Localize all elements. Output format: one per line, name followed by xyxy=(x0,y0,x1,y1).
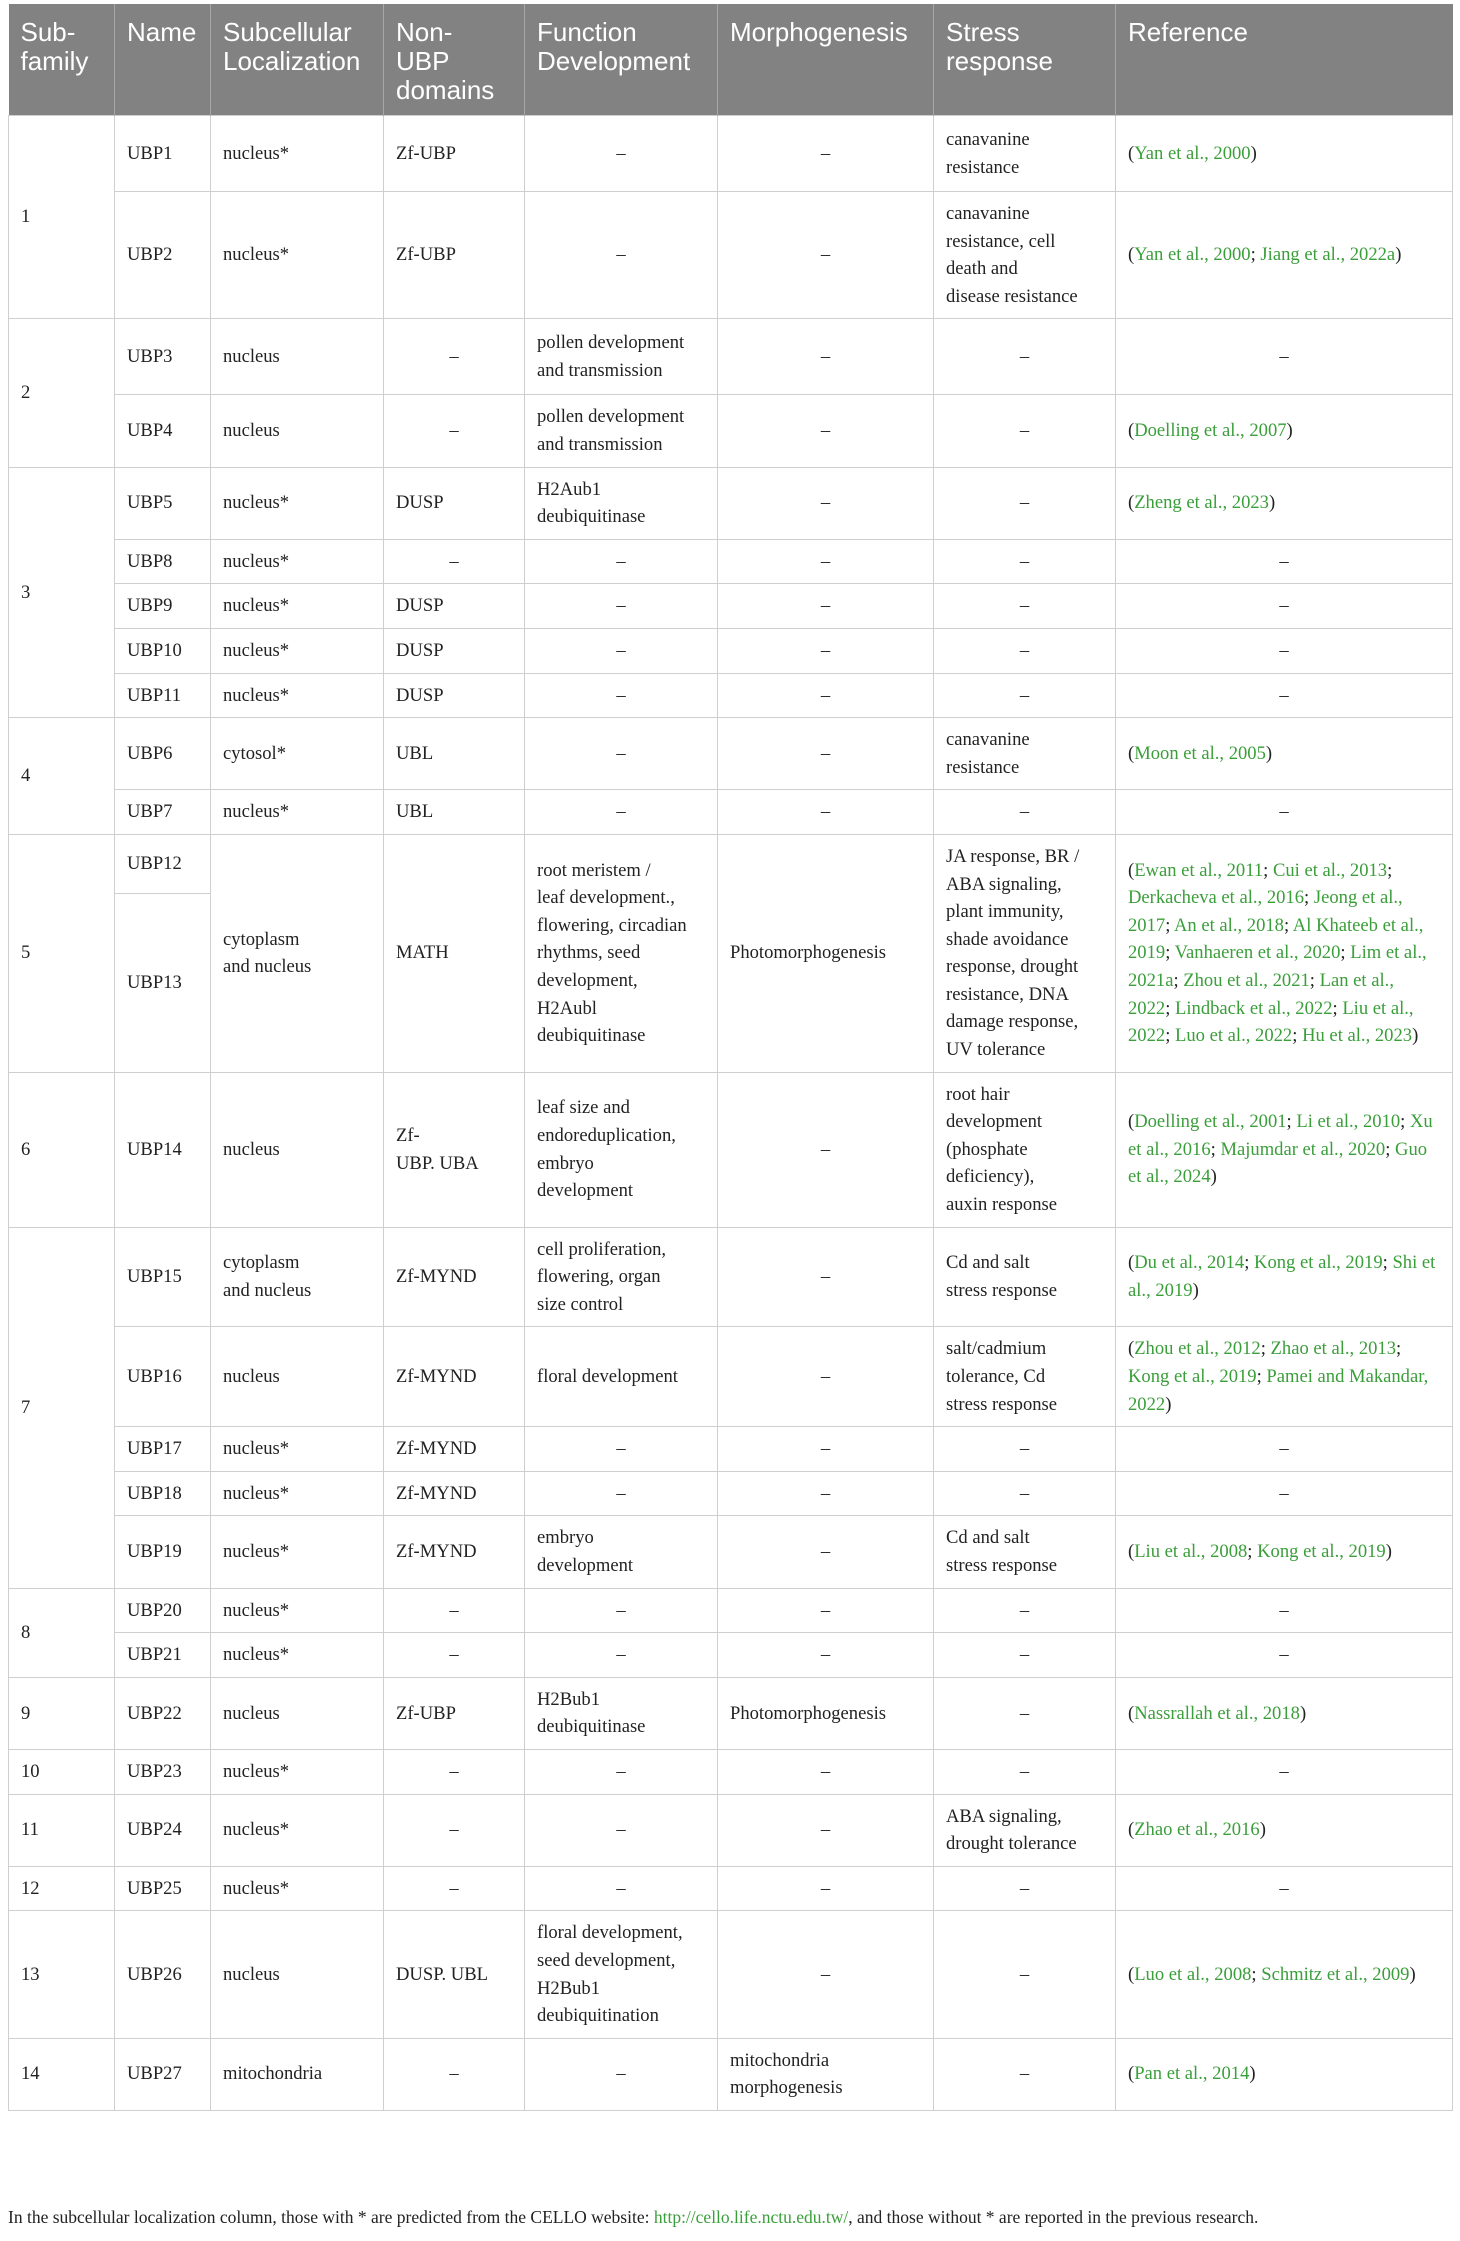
localization-cell: nucleus* xyxy=(211,584,384,629)
reference-link[interactable]: Kong et al., 2019 xyxy=(1254,1252,1383,1274)
stress-cell: – xyxy=(934,1588,1116,1633)
reference-cell: (Pan et al., 2014) xyxy=(1116,2038,1453,2110)
morphogenesis-cell: – xyxy=(718,192,934,319)
table-row xyxy=(9,1794,1453,1866)
header-name: Name xyxy=(115,4,211,116)
localization-cell: nucleus xyxy=(211,319,384,395)
morphogenesis-cell: – xyxy=(718,790,934,835)
stress-cell: – xyxy=(934,584,1116,629)
reference-cell: (Ewan et al., 2011; Cui et al., 2013; Derkacheva et al., 2016; Jeong et al., 2017; An et al., 2018; Al Khateeb et al., 2019; Vanhaeren et al., 2020; Lim et al., 2021a; Zhou et al., 2021; Lan et al., 2022; Lindback et al., 2022; Liu et al., 2022; Luo et al., 2022; Hu et al., 2023) xyxy=(1116,834,1453,1072)
table-row xyxy=(9,1633,1453,1678)
subfamily-cell: 3 xyxy=(9,467,115,718)
morphogenesis-cell: – xyxy=(718,467,934,539)
reference-link[interactable]: Doelling et al., 2001 xyxy=(1134,1111,1287,1133)
reference-link[interactable]: Shi et al., 2019 xyxy=(1128,1252,1436,1302)
reference-link[interactable]: Luo et al., 2022 xyxy=(1175,1025,1293,1047)
reference-link[interactable]: Liu et al., 2022 xyxy=(1128,997,1414,1047)
domains-cell: UBL xyxy=(384,718,525,790)
name-cell: UBP26 xyxy=(115,1911,211,2038)
localization-cell: nucleus xyxy=(211,1911,384,2038)
function-cell: – xyxy=(525,1633,718,1678)
subfamily-cell: 2 xyxy=(9,319,115,467)
localization-cell: nucleus* xyxy=(211,467,384,539)
header-subfamily: Sub- family xyxy=(9,4,115,116)
table-row xyxy=(9,539,1453,584)
morphogenesis-cell: – xyxy=(718,718,934,790)
morphogenesis-cell: – xyxy=(718,628,934,673)
morphogenesis-cell: – xyxy=(718,539,934,584)
localization-cell: nucleus xyxy=(211,1327,384,1427)
morphogenesis-cell: – xyxy=(718,1327,934,1427)
reference-cell: (Doelling et al., 2007) xyxy=(1116,395,1453,467)
subfamily-cell: 4 xyxy=(9,718,115,835)
reference-link[interactable]: Vanhaeren et al., 2020 xyxy=(1174,942,1341,964)
table-row xyxy=(9,1327,1453,1427)
name-cell: UBP19 xyxy=(115,1516,211,1588)
reference-link[interactable]: Kong et al., 2019 xyxy=(1128,1366,1257,1387)
table-row xyxy=(9,834,1453,893)
stress-cell: canavanine resistance xyxy=(934,718,1116,790)
domains-cell: DUSP. UBL xyxy=(384,1911,525,2038)
name-cell: UBP20 xyxy=(115,1588,211,1633)
localization-cell: nucleus* xyxy=(211,673,384,718)
function-cell: – xyxy=(525,539,718,584)
reference-link[interactable]: Cui et al., 2013 xyxy=(1272,859,1388,881)
stress-cell: – xyxy=(934,2038,1116,2110)
reference-link[interactable]: Jiang et al., 2022a xyxy=(1260,244,1396,266)
domains-cell: Zf-MYND xyxy=(384,1227,525,1327)
table-row xyxy=(9,467,1453,539)
domains-cell: – xyxy=(384,395,525,467)
morphogenesis-cell: – xyxy=(718,1633,934,1678)
reference-link[interactable]: Li et al., 2010 xyxy=(1296,1111,1401,1133)
localization-cell: nucleus* xyxy=(211,1427,384,1472)
domains-cell: Zf-UBP xyxy=(384,192,525,319)
domains-cell: MATH xyxy=(384,834,525,1072)
localization-cell: mitochondria xyxy=(211,2038,384,2110)
function-cell: embryo development xyxy=(525,1516,718,1588)
reference-cell: (Doelling et al., 2001; Li et al., 2010; Xu et al., 2016; Majumdar et al., 2020; Guo et al., 2024) xyxy=(1116,1072,1453,1227)
stress-cell: canavanine resistance xyxy=(934,116,1116,192)
morphogenesis-cell: mitochondria morphogenesis xyxy=(718,2038,934,2110)
stress-cell: – xyxy=(934,1911,1116,2038)
reference-link[interactable]: Majumdar et al., 2020 xyxy=(1220,1138,1386,1160)
reference-link[interactable]: Zhao et al., 2013 xyxy=(1270,1338,1397,1360)
reference-cell: (Zhou et al., 2012; Zhao et al., 2013; Kong et al., 2019; Pamei and Makandar, 2022) xyxy=(1116,1327,1453,1427)
reference-cell: – xyxy=(1116,1588,1453,1633)
name-cell: UBP22 xyxy=(115,1677,211,1749)
morphogenesis-cell: – xyxy=(718,395,934,467)
domains-cell: Zf- UBP. UBA xyxy=(384,1072,525,1227)
function-cell: cell proliferation, flowering, organ size control xyxy=(525,1227,718,1327)
localization-cell: nucleus* xyxy=(211,116,384,192)
reference-cell: (Nassrallah et al., 2018) xyxy=(1116,1677,1453,1749)
reference-cell: – xyxy=(1116,319,1453,395)
reference-cell: (Yan et al., 2000; Jiang et al., 2022a) xyxy=(1116,192,1453,319)
domains-cell: Zf-MYND xyxy=(384,1471,525,1516)
morphogenesis-cell: – xyxy=(718,1072,934,1227)
table-body xyxy=(9,116,1453,2111)
morphogenesis-cell: – xyxy=(718,1588,934,1633)
reference-link[interactable]: Zheng et al., 2023 xyxy=(1134,492,1269,514)
localization-cell: nucleus* xyxy=(211,1633,384,1678)
stress-cell: root hair development (phosphate deficiency), auxin response xyxy=(934,1072,1116,1227)
name-cell: UBP16 xyxy=(115,1327,211,1427)
name-cell: UBP24 xyxy=(115,1794,211,1866)
morphogenesis-cell: Photomorphogenesis xyxy=(718,1677,934,1749)
stress-cell: – xyxy=(934,673,1116,718)
localization-cell: cytosol* xyxy=(211,718,384,790)
stress-cell: ABA signaling, drought tolerance xyxy=(934,1794,1116,1866)
localization-cell: nucleus xyxy=(211,1677,384,1749)
subfamily-cell: 1 xyxy=(9,116,115,319)
footnote-text-after: , and those without * are reported in the previous research. xyxy=(848,2207,1259,2227)
domains-cell: – xyxy=(384,319,525,395)
stress-cell: – xyxy=(934,467,1116,539)
reference-link[interactable]: Moon et al., 2005 xyxy=(1134,742,1266,764)
name-cell: UBP21 xyxy=(115,1633,211,1678)
reference-link[interactable]: Du et al., 2014 xyxy=(1134,1252,1245,1274)
localization-cell: nucleus* xyxy=(211,790,384,835)
name-cell: UBP14 xyxy=(115,1072,211,1227)
table-row xyxy=(9,192,1453,319)
reference-cell: – xyxy=(1116,1471,1453,1516)
localization-cell: nucleus* xyxy=(211,1866,384,1911)
stress-cell: – xyxy=(934,1866,1116,1911)
table-row xyxy=(9,1866,1453,1911)
stress-cell: – xyxy=(934,790,1116,835)
table-row xyxy=(9,1427,1453,1472)
reference-link[interactable]: Luo et al., 2008 xyxy=(1134,1963,1252,1985)
table-row xyxy=(9,2038,1453,2110)
reference-cell: (Yan et al., 2000) xyxy=(1116,116,1453,192)
stress-cell: – xyxy=(934,395,1116,467)
reference-cell: (Liu et al., 2008; Kong et al., 2019) xyxy=(1116,1516,1453,1588)
reference-link[interactable]: Lan et al., 2022 xyxy=(1128,970,1394,1019)
reference-cell: – xyxy=(1116,790,1453,835)
name-cell: UBP8 xyxy=(115,539,211,584)
reference-link[interactable]: Zhou et al., 2021 xyxy=(1183,970,1310,992)
reference-link[interactable]: Jeong et al., 2017 xyxy=(1128,887,1403,936)
name-cell: UBP17 xyxy=(115,1427,211,1472)
domains-cell: – xyxy=(384,2038,525,2110)
function-cell: – xyxy=(525,192,718,319)
reference-link[interactable]: Nassrallah et al., 2018 xyxy=(1134,1702,1300,1724)
cello-link[interactable]: http://cello.life.nctu.edu.tw/ xyxy=(653,2207,849,2227)
table-row xyxy=(9,1911,1453,2038)
name-cell: UBP27 xyxy=(115,2038,211,2110)
domains-cell: – xyxy=(384,1794,525,1866)
function-cell: pollen development and transmission xyxy=(525,395,718,467)
domains-cell: Zf-MYND xyxy=(384,1516,525,1588)
header-reference: Reference xyxy=(1116,4,1453,116)
function-cell: – xyxy=(525,1749,718,1794)
table-container xyxy=(8,4,1452,2111)
stress-cell: – xyxy=(934,539,1116,584)
function-cell: H2Aub1 deubiquitinase xyxy=(525,467,718,539)
reference-cell: – xyxy=(1116,1633,1453,1678)
name-cell: UBP7 xyxy=(115,790,211,835)
footnote-text-before: In the subcellular localization column, those with * are predicted from the CELLO website: xyxy=(8,2207,654,2227)
table-row xyxy=(9,1749,1453,1794)
morphogenesis-cell: – xyxy=(718,1227,934,1327)
stress-cell: salt/cadmium tolerance, Cd stress response xyxy=(934,1327,1116,1427)
name-cell: UBP4 xyxy=(115,395,211,467)
stress-cell: canavanine resistance, cell death and disease resistance xyxy=(934,192,1116,319)
name-cell: UBP12 xyxy=(115,834,211,893)
function-cell: – xyxy=(525,790,718,835)
reference-link[interactable]: Doelling et al., 2007 xyxy=(1134,420,1287,442)
table-row xyxy=(9,1072,1453,1227)
reference-link[interactable]: Yan et al., 2000 xyxy=(1134,244,1251,266)
reference-cell: – xyxy=(1116,1427,1453,1472)
name-cell: UBP11 xyxy=(115,673,211,718)
domains-cell: DUSP xyxy=(384,673,525,718)
localization-cell: nucleus* xyxy=(211,1516,384,1588)
reference-cell: – xyxy=(1116,539,1453,584)
stress-cell: – xyxy=(934,1677,1116,1749)
subfamily-cell: 14 xyxy=(9,2038,115,2110)
morphogenesis-cell: – xyxy=(718,673,934,718)
stress-cell: – xyxy=(934,319,1116,395)
reference-link[interactable]: Schmitz et al., 2009 xyxy=(1261,1963,1410,1985)
table-row xyxy=(9,584,1453,629)
domains-cell: DUSP xyxy=(384,584,525,629)
localization-cell: cytoplasm and nucleus xyxy=(211,834,384,1072)
subfamily-cell: 5 xyxy=(9,834,115,1072)
subfamily-cell: 11 xyxy=(9,1794,115,1866)
name-cell: UBP9 xyxy=(115,584,211,629)
header-domains: Non- UBP domains xyxy=(384,4,525,116)
table-row xyxy=(9,319,1453,395)
reference-cell: (Moon et al., 2005) xyxy=(1116,718,1453,790)
localization-cell: nucleus xyxy=(211,395,384,467)
table-row xyxy=(9,718,1453,790)
ubp-table xyxy=(8,4,1453,2111)
reference-link[interactable]: Kong et al., 2019 xyxy=(1257,1541,1386,1563)
reference-cell: (Luo et al., 2008; Schmitz et al., 2009) xyxy=(1116,1911,1453,2038)
name-cell: UBP2 xyxy=(115,192,211,319)
morphogenesis-cell: – xyxy=(718,1471,934,1516)
domains-cell: DUSP xyxy=(384,467,525,539)
stress-cell: Cd and salt stress response xyxy=(934,1516,1116,1588)
name-cell: UBP3 xyxy=(115,319,211,395)
name-cell: UBP23 xyxy=(115,1749,211,1794)
reference-cell: – xyxy=(1116,584,1453,629)
stress-cell: – xyxy=(934,1749,1116,1794)
header-morphogenesis: Morphogenesis xyxy=(718,4,934,116)
localization-cell: nucleus xyxy=(211,1072,384,1227)
function-cell: floral development, seed development, H2Bub1 deubiquitination xyxy=(525,1911,718,2038)
header-localization: Subcellular Localization xyxy=(211,4,384,116)
morphogenesis-cell: – xyxy=(718,1911,934,2038)
function-cell: – xyxy=(525,628,718,673)
function-cell: H2Bub1 deubiquitinase xyxy=(525,1677,718,1749)
localization-cell: cytoplasm and nucleus xyxy=(211,1227,384,1327)
subfamily-cell: 12 xyxy=(9,1866,115,1911)
table-row xyxy=(9,116,1453,192)
table-row xyxy=(9,1677,1453,1749)
header-function: Function Development xyxy=(525,4,718,116)
reference-cell: – xyxy=(1116,1866,1453,1911)
localization-cell: nucleus* xyxy=(211,1588,384,1633)
reference-cell: (Zheng et al., 2023) xyxy=(1116,467,1453,539)
reference-link[interactable]: Lindback et al., 2022 xyxy=(1175,997,1333,1019)
reference-link[interactable]: Zhao et al., 2016 xyxy=(1134,1819,1260,1841)
morphogenesis-cell: – xyxy=(718,1749,934,1794)
domains-cell: – xyxy=(384,1633,525,1678)
domains-cell: Zf-UBP xyxy=(384,1677,525,1749)
table-row xyxy=(9,673,1453,718)
table-row xyxy=(9,1516,1453,1588)
function-cell: – xyxy=(525,718,718,790)
domains-cell: DUSP xyxy=(384,628,525,673)
reference-link[interactable]: Pamei and Makandar, 2022 xyxy=(1128,1366,1429,1415)
reference-link[interactable]: Xu et al., 2016 xyxy=(1128,1111,1433,1160)
reference-cell: (Du et al., 2014; Kong et al., 2019; Shi et al., 2019) xyxy=(1116,1227,1453,1327)
reference-link[interactable]: Al Khateeb et al., 2019 xyxy=(1128,914,1424,964)
subfamily-cell: 7 xyxy=(9,1227,115,1588)
localization-cell: nucleus* xyxy=(211,539,384,584)
function-cell: – xyxy=(525,584,718,629)
subfamily-cell: 6 xyxy=(9,1072,115,1227)
header-stress: Stress response xyxy=(934,4,1116,116)
localization-cell: nucleus* xyxy=(211,1794,384,1866)
morphogenesis-cell: – xyxy=(718,116,934,192)
function-cell: leaf size and endoreduplication, embryo development xyxy=(525,1072,718,1227)
table-row xyxy=(9,628,1453,673)
stress-cell: – xyxy=(934,628,1116,673)
reference-cell: – xyxy=(1116,628,1453,673)
table-row xyxy=(9,790,1453,835)
morphogenesis-cell: Photomorphogenesis xyxy=(718,834,934,1072)
morphogenesis-cell: – xyxy=(718,1866,934,1911)
function-cell: – xyxy=(525,1471,718,1516)
reference-link[interactable]: Derkacheva et al., 2016 xyxy=(1128,887,1305,909)
reference-link[interactable]: Guo et al., 2024 xyxy=(1128,1138,1428,1188)
name-cell: UBP15 xyxy=(115,1227,211,1327)
subfamily-cell: 13 xyxy=(9,1911,115,2038)
name-cell: UBP18 xyxy=(115,1471,211,1516)
localization-cell: nucleus* xyxy=(211,1749,384,1794)
domains-cell: Zf-MYND xyxy=(384,1427,525,1472)
name-cell: UBP1 xyxy=(115,116,211,192)
function-cell: – xyxy=(525,116,718,192)
morphogenesis-cell: – xyxy=(718,1516,934,1588)
subfamily-cell: 8 xyxy=(9,1588,115,1677)
localization-cell: nucleus* xyxy=(211,628,384,673)
reference-link[interactable]: Hu et al., 2023 xyxy=(1302,1025,1413,1047)
function-cell: – xyxy=(525,1588,718,1633)
function-cell: – xyxy=(525,2038,718,2110)
function-cell: – xyxy=(525,1427,718,1472)
table-row xyxy=(9,1227,1453,1327)
domains-cell: UBL xyxy=(384,790,525,835)
footnote xyxy=(8,2207,1452,2228)
subfamily-cell: 9 xyxy=(9,1677,115,1749)
reference-link[interactable]: Pan et al., 2014 xyxy=(1134,2063,1250,2085)
domains-cell: – xyxy=(384,1749,525,1794)
name-cell: UBP13 xyxy=(115,894,211,1072)
morphogenesis-cell: – xyxy=(718,319,934,395)
name-cell: UBP5 xyxy=(115,467,211,539)
subfamily-cell: 10 xyxy=(9,1749,115,1794)
function-cell: – xyxy=(525,1794,718,1866)
reference-link[interactable]: Ewan et al., 2011 xyxy=(1134,859,1264,881)
reference-link[interactable]: Yan et al., 2000 xyxy=(1134,142,1251,164)
reference-link[interactable]: Liu et al., 2008 xyxy=(1134,1541,1248,1563)
reference-link[interactable]: An et al., 2018 xyxy=(1173,914,1284,936)
function-cell: – xyxy=(525,1866,718,1911)
domains-cell: – xyxy=(384,1866,525,1911)
table-row xyxy=(9,1588,1453,1633)
function-cell: floral development xyxy=(525,1327,718,1427)
stress-cell: – xyxy=(934,1633,1116,1678)
reference-cell: (Zhao et al., 2016) xyxy=(1116,1794,1453,1866)
localization-cell: nucleus* xyxy=(211,1471,384,1516)
domains-cell: Zf-MYND xyxy=(384,1327,525,1427)
function-cell: root meristem / leaf development., flowering, circadian rhythms, seed development, H2Aubl deubiquitinase xyxy=(525,834,718,1072)
reference-cell: – xyxy=(1116,673,1453,718)
header-row xyxy=(9,4,1453,116)
name-cell: UBP25 xyxy=(115,1866,211,1911)
stress-cell: – xyxy=(934,1427,1116,1472)
stress-cell: JA response, BR / ABA signaling, plant immunity, shade avoidance response, drought resistance, DNA damage response, UV tolerance xyxy=(934,834,1116,1072)
name-cell: UBP10 xyxy=(115,628,211,673)
name-cell: UBP6 xyxy=(115,718,211,790)
morphogenesis-cell: – xyxy=(718,1427,934,1472)
reference-cell: – xyxy=(1116,1749,1453,1794)
reference-link[interactable]: Lim et al., 2021a xyxy=(1128,942,1427,992)
domains-cell: – xyxy=(384,1588,525,1633)
stress-cell: Cd and salt stress response xyxy=(934,1227,1116,1327)
function-cell: – xyxy=(525,673,718,718)
domains-cell: – xyxy=(384,539,525,584)
stress-cell: – xyxy=(934,1471,1116,1516)
domains-cell: Zf-UBP xyxy=(384,116,525,192)
table-row xyxy=(9,395,1453,467)
table-header xyxy=(9,4,1453,116)
table-row xyxy=(9,1471,1453,1516)
reference-link[interactable]: Zhou et al., 2012 xyxy=(1134,1338,1261,1360)
localization-cell: nucleus* xyxy=(211,192,384,319)
function-cell: pollen development and transmission xyxy=(525,319,718,395)
morphogenesis-cell: – xyxy=(718,584,934,629)
morphogenesis-cell: – xyxy=(718,1794,934,1866)
